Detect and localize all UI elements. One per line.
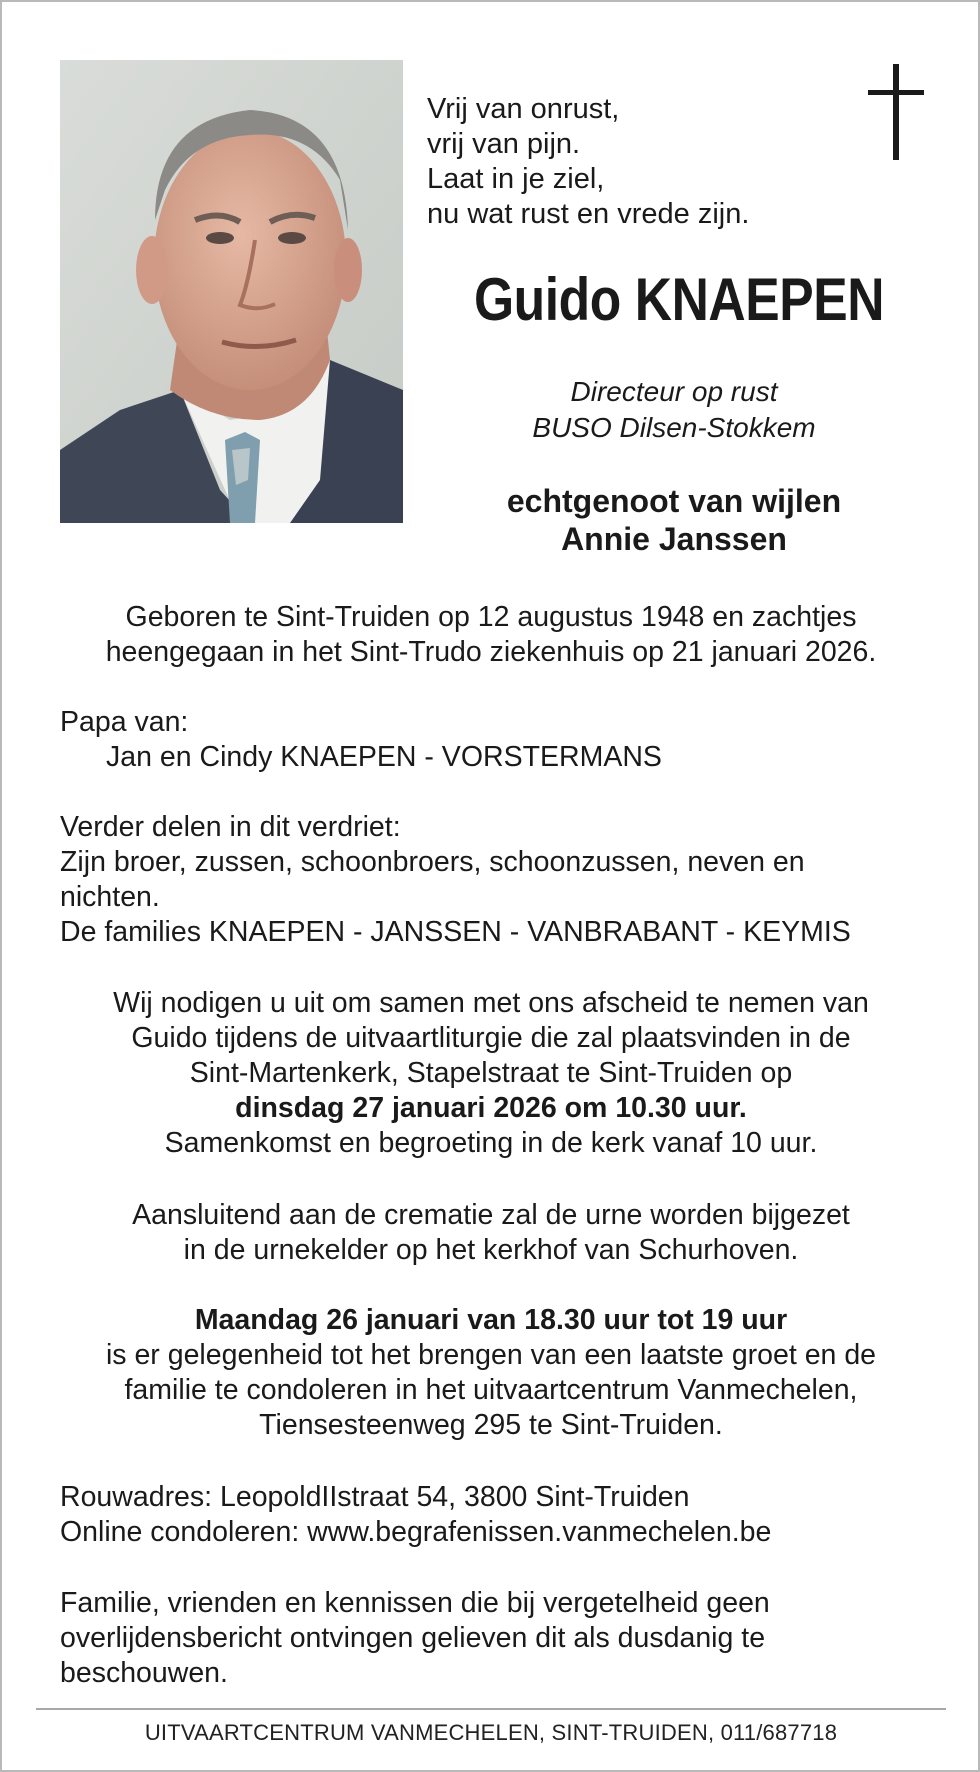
funeral-paragraph [60, 986, 922, 1161]
notice-paragraph [60, 1586, 922, 1691]
spouse-line: Annie Janssen [561, 521, 787, 557]
spouse-line: echtgenoot van wijlen [506, 483, 842, 519]
paragraph-line: Guido tijdens de uitvaartliturgie die zal plaatsvinden in de [131, 1022, 851, 1054]
paragraph-line: heengegaan in het Sint-Trudo ziekenhuis op 21 januari 2026. [105, 636, 877, 668]
online-condolence: Online condoleren: www.begrafenissen.vanmechelen.be [60, 1516, 772, 1548]
paragraph-line: Sint-Martenkerk, Stapelstraat te Sint-Truiden op [189, 1057, 793, 1089]
paragraph-line: Zijn broer, zussen, schoonbroers, schoonzussen, neven en [60, 846, 805, 878]
paragraph-line: Tiensesteenweg 295 te Sint-Truiden. [259, 1409, 723, 1441]
footer-funeral-home: UITVAARTCENTRUM VANMECHELEN, SINT-TRUIDEN, 011/687718 [144, 1720, 838, 1745]
mourning-address: Rouwadres: LeopoldIIstraat 54, 3800 Sint-Truiden [60, 1481, 690, 1513]
deceased-role [424, 374, 924, 446]
paragraph-line: overlijdensbericht ontvingen gelieven dit als dusdanig te [60, 1622, 766, 1654]
papa-label: Papa van: [60, 706, 189, 738]
visitation-date-time: Maandag 26 januari van 18.30 uur tot 19 uur [194, 1304, 788, 1336]
poem-line: Laat in je ziel, [427, 163, 605, 195]
urn-paragraph [60, 1198, 922, 1268]
paragraph-line: Samenkomst en begroeting in de kerk vanaf 10 uur. [164, 1127, 818, 1159]
paragraph-line: Verder delen in dit verdriet: [60, 811, 401, 843]
portrait-photo [60, 60, 403, 523]
poem-line: vrij van pijn. [427, 128, 581, 160]
visitation-paragraph [60, 1303, 922, 1443]
paragraph-line: Familie, vrienden en kennissen die bij vergetelheid geen [60, 1587, 770, 1619]
poem-line: Vrij van onrust, [427, 93, 620, 125]
role-line: BUSO Dilsen-Stokkem [532, 412, 816, 443]
poem-line: nu wat rust en vrede zijn. [427, 198, 750, 230]
paragraph-line: nichten. [60, 881, 160, 913]
spouse-info [424, 482, 924, 558]
papa-paragraph [60, 705, 922, 775]
children-names: Jan en Cindy KNAEPEN - VORSTERMANS [106, 741, 662, 773]
contact-paragraph [60, 1480, 922, 1550]
deceased-name: Guido KNAEPEN [473, 266, 885, 333]
paragraph-line: familie te condoleren in het uitvaartcentrum Vanmechelen, [124, 1374, 858, 1406]
paragraph-line: is er gelegenheid tot het brengen van een laatste groet en de [105, 1339, 877, 1371]
paragraph-line: beschouwen. [60, 1657, 228, 1689]
paragraph-line: Aansluitend aan de crematie zal de urne worden bijgezet [132, 1199, 850, 1231]
funeral-date-time: dinsdag 27 januari 2026 om 10.30 uur. [235, 1092, 747, 1124]
birth-death-paragraph [60, 600, 922, 670]
paragraph-line: Wij nodigen u uit om samen met ons afscheid te nemen van [113, 987, 869, 1019]
paragraph-line: in de urnekelder op het kerkhof van Schurhoven. [183, 1234, 799, 1266]
sharing-paragraph [60, 810, 922, 950]
role-line: Directeur op rust [570, 376, 778, 407]
paragraph-line: De families KNAEPEN - JANSSEN - VANBRABANT - KEYMIS [60, 916, 851, 948]
footer-divider [36, 1708, 946, 1710]
paragraph-line: Geboren te Sint-Truiden op 12 augustus 1948 en zachtjes [125, 601, 857, 633]
cross-icon [868, 64, 924, 160]
poem [427, 92, 749, 232]
